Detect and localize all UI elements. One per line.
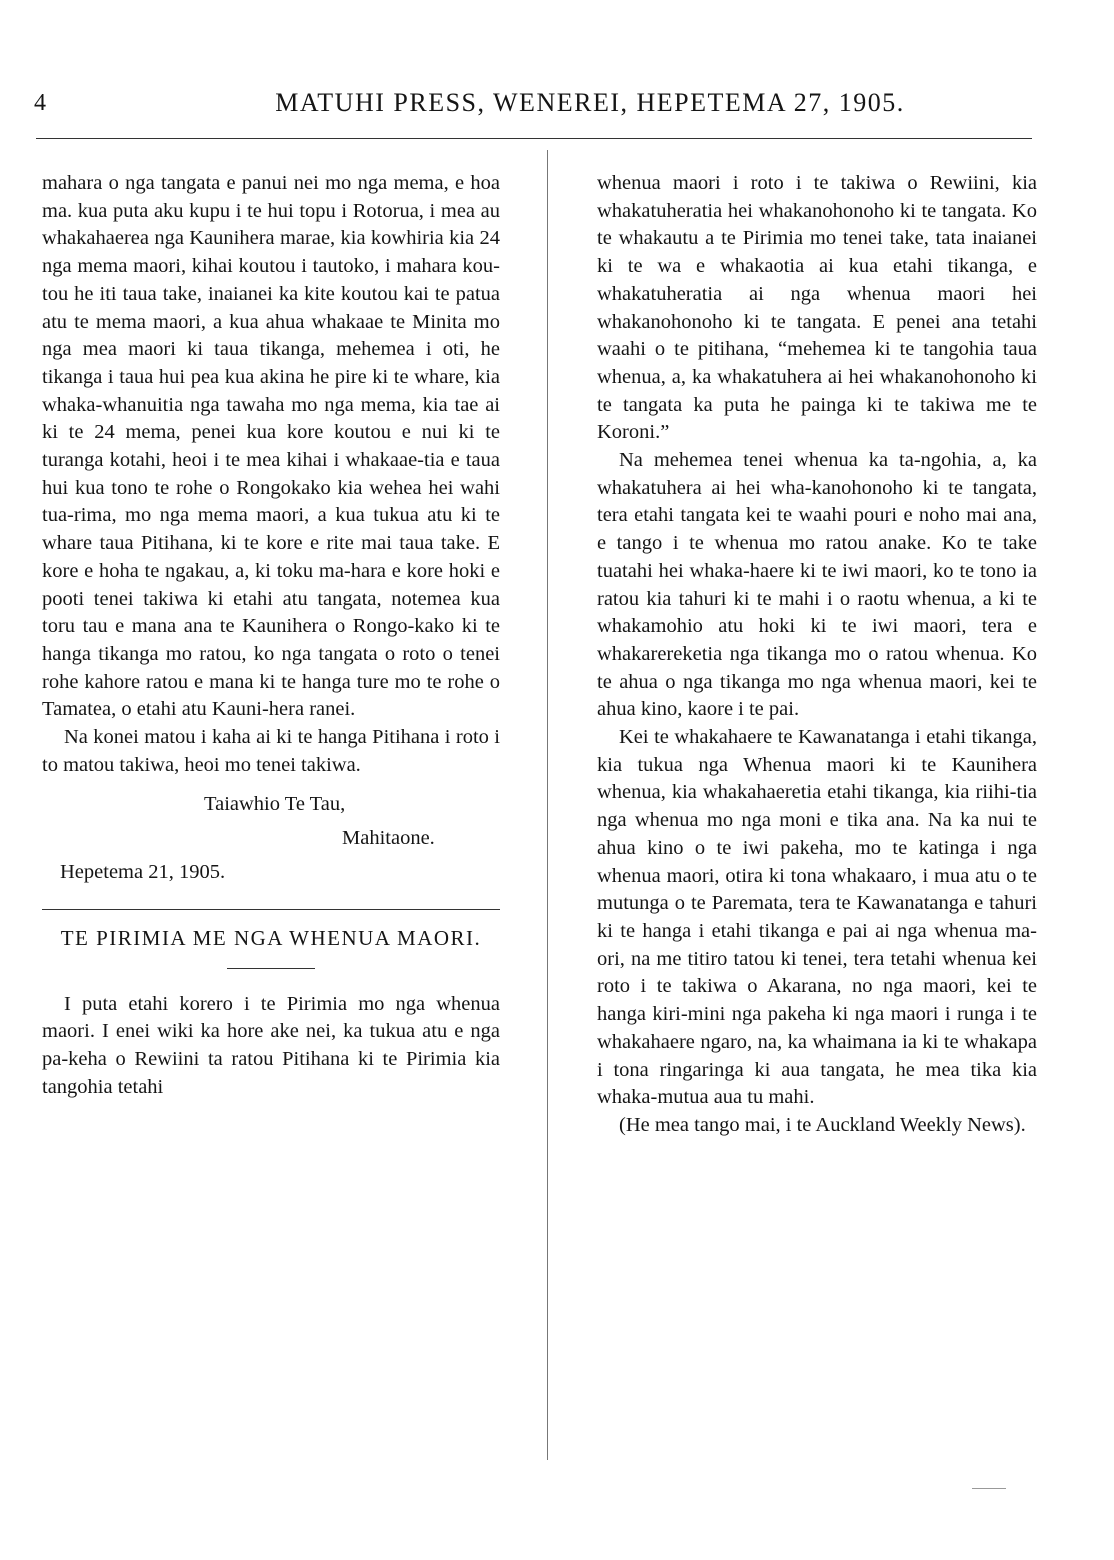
header-rule [36,138,1032,139]
title-rule [227,968,315,969]
article-opening: I puta etahi korero i te Pirimia mo nga whenua maori. I enei wiki ka hore ake nei, ka tukua atu e nga pa-keha o Rewiini ta ratou Pitihana ki te Pirimia kia tangohia tetahi [42,992,500,1098]
article-paragraph-1: whenua maori i roto i te takiwa o Rewiini, kia whakatuheratia hei whakanohonoho ki te tangata. Ko te whakautu a te Pirimia mo tenei take, tata inaianei ki te wa e whakaotia ai kua etahi tikanga, e whakatuheratia ai nga whenua maori hei whakanohonoho ki te tangata. E penei ana tetahi waahi o te pitihana, “mehemea ki te tangohia taua whenua, a, ka whakatuhera ai hei whakanohonoho ki te tangata ka puta he painga ki te takiwa me te Koroni.” [597,172,1037,444]
signature-place: Mahitaone. [342,827,435,850]
section-rule [42,909,500,910]
signature-name: Taiawhio Te Tau, [204,793,346,816]
left-column [42,170,500,1101]
letter-closing: Na konei matou i kaha ai ki te hanga Pitihana i roto i to matou takiwa, heoi mo tenei takiwa. [42,726,500,776]
source-note: (He mea tango mai, i te Auckland Weekly News). [619,1113,1026,1136]
bottom-mark [972,1488,1006,1489]
running-head: MATUHI PRESS, WENEREI, HEPETEMA 27, 1905. [275,88,905,117]
right-column [597,170,1037,1140]
article-paragraph-2: Na mehemea tenei whenua ka ta-ngohia, a, ka whakatuhera ai hei wha-kanohonoho ki te tangata, tera etahi tangata kei te waahi pouri e noho mai ana, e tango i te whenua mo ratou anake. Ko te take tuatahi hei whaka-haere ki te iwi maori, ko te tono ia ratou kia tahuri ki te mahi i o raotu whenua, a ki te whakamohio atu hoki ki te iwi maori, tera e whakarereketia nga tikanga mo o ratou whenua. Ko te ahua o nga tikanga mo nga whenua maori, kei te ahua kino, kaore i te pai. [597,449,1037,721]
article-paragraph-3: Kei te whakahaere te Kawanatanga i etahi tikanga, kia tukua nga Whenua maori ki te Kaunihera whenua, kia whakahaeretia etahi tikanga, kia riihi-tia nga whenua mo nga moni e tika ana. Na ka nui te ahua kino o te iwi pakeha, mo te katinga i nga whenua maori, otira ki tona whakaaro, i mua atu o te mutunga o te Paremata, tera te Kawanatanga e tahuri ki te hanga i etahi tikanga e pai ai nga whenua ma-ori, na me titiro tatou ki tenei, tera tetahi whenua kei roto i te takiwa o Akarana, no nga maori, kei te hanga kiri-mini nga pakeha ki nga maori i runga i te whakahaere ngaro, na, ka whaimana ia ki te whakapa i tona ringaringa ki aua tangata, he mea tika kia whaka-mutua aua tu mahi. [597,726,1037,1109]
article-title: TE PIRIMIA ME NGA WHENUA MAORI. [60,925,482,950]
page-number: 4 [34,90,46,116]
column-divider [547,150,548,1460]
signature-date: Hepetema 21, 1905. [60,860,226,883]
letter-body: mahara o nga tangata e panui nei mo nga mema, e hoa ma. kua puta aku kupu i te hui topu i Rotorua, i mea au whakahaerea nga Kaunihera marae, kia kowhiria kia 24 nga mema maori, kihai koutou i tautoko, i mahara kou-tou he iti taua take, inaianei ka kite koutou kai te patua atu te mema maori, a kua ahua whakaae te Minita mo nga mea maori ki taua tikanga, mehemea i oti, he tikanga i taua hui pea kua akina he pire ki te whare, kia whaka-whanuitia nga tawaha mo nga mema, kia tae ai ki te 24 mema, penei kua kore koutou e nui ki te turanga kotahi, heoi i te mea kihai i whakaae-tia e taua hui kua tono te rohe o Rongokako kia wehea hei wahi tua-rima, mo nga mema maori, a kua tukua atu ki te whare taua Pitihana, ki te kore e rite mai taua take. E kore e hoha te ngakau, a, ki toku ma-hara e kore hoki e pooti tenei takiwa ki etahi atu tangata, notemea kua toru tau e mana ana te Kaunihera o Rongo-kako ki te hanga tikanga mo ratou, ko nga tangata o roto o tenei rohe kahore ratou e mana ki te hanga ture mo te rohe o Tamatea, o etahi atu Kauni-hera ranei. [42,172,500,721]
